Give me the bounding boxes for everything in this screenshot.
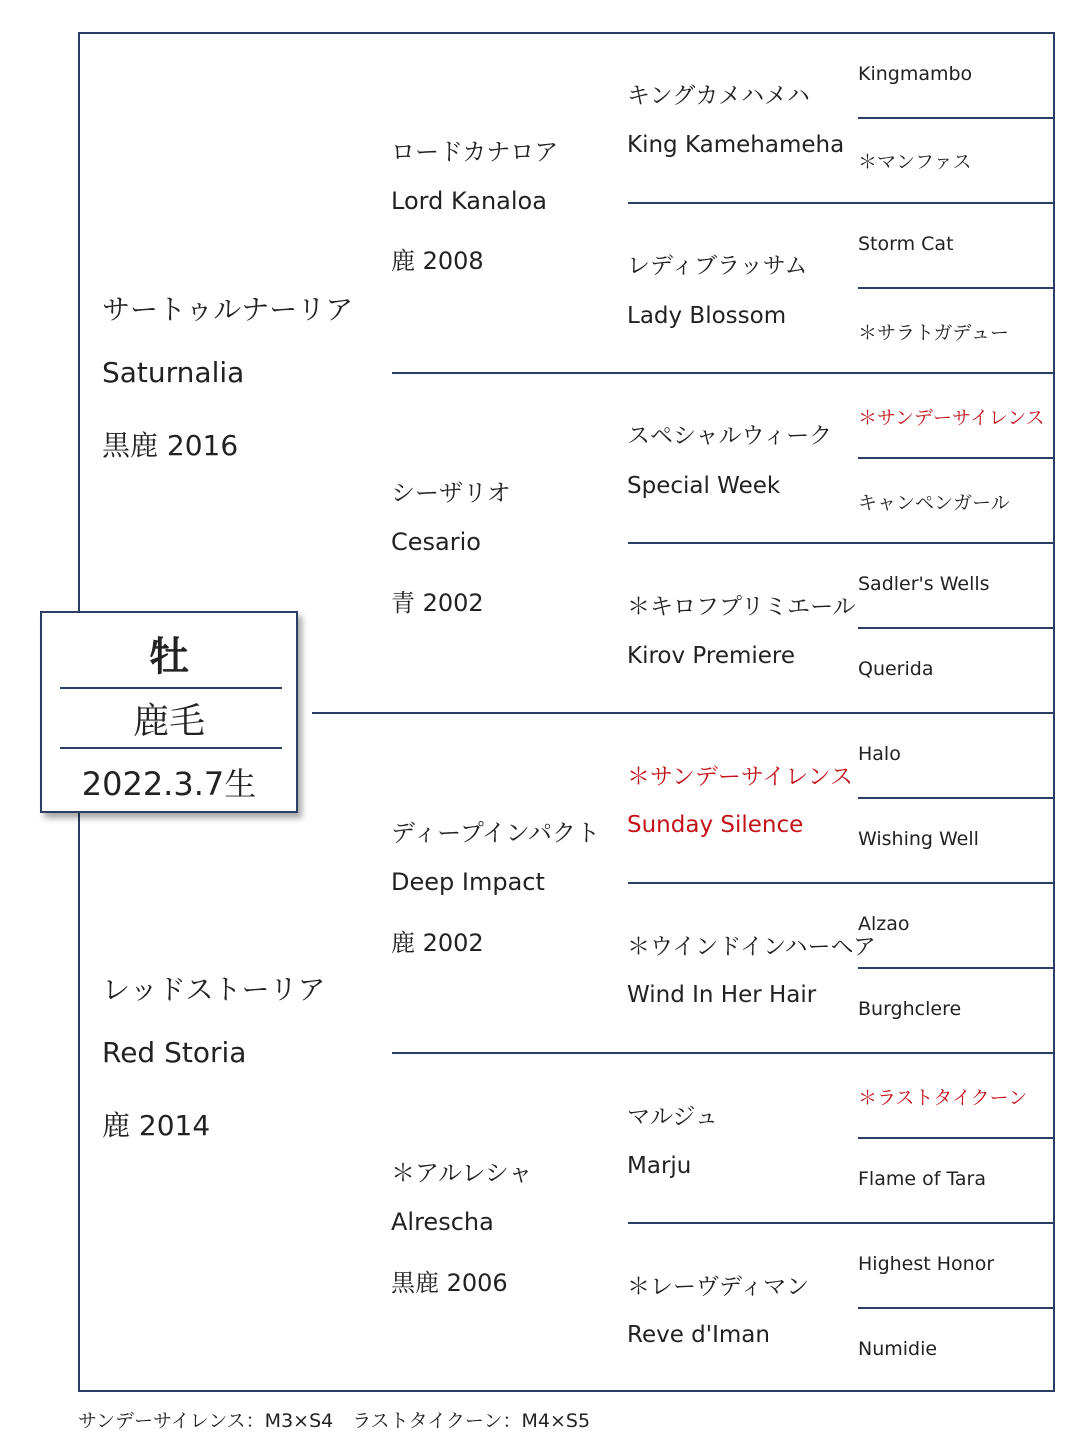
gen2-name-en: Alrescha	[391, 1208, 494, 1236]
gen4-name: Sadler's Wells	[858, 573, 990, 595]
gen3-name-en: Reve d'Iman	[627, 1322, 770, 1348]
gen4-name: Burghclere	[858, 998, 962, 1020]
horse-coat: 鹿毛	[132, 701, 205, 742]
divider-gen4	[858, 797, 1055, 799]
gen4-name: ＊サラトガデュー	[858, 322, 1009, 344]
gen3-name-jp: レディブラッサム	[627, 253, 808, 279]
gen3-name-jp: ＊キロフプリミエール	[627, 594, 856, 620]
divider-gen4	[858, 1307, 1055, 1309]
gen4-name: Kingmambo	[858, 63, 973, 85]
divider-gen4	[858, 457, 1055, 459]
gen3-name-en: Marju	[627, 1153, 692, 1179]
horse-info-badge	[40, 611, 298, 813]
gen4-name: Storm Cat	[858, 233, 954, 255]
divider-gen2	[392, 1052, 1055, 1054]
gen3-name-en: Sunday Silence	[627, 812, 804, 838]
sire-name-jp: サートゥルナーリア	[102, 293, 354, 326]
gen4-name: Numidie	[858, 1338, 938, 1360]
gen3-name-en: Kirov Premiere	[627, 643, 796, 669]
dam-name-en: Red Storia	[102, 1036, 247, 1069]
inbreeding-note: サンデーサイレンス：M3×S4 ラストタイクーン：M4×S5	[78, 1410, 591, 1432]
gen2-name-jp: ロードカナロア	[391, 138, 559, 166]
gen2-name-en: Cesario	[391, 528, 481, 556]
gen4-name: ＊サンデーサイレンス	[858, 407, 1045, 429]
gen3-name-jp: ＊レーヴディマン	[627, 1274, 810, 1300]
gen2-name-jp: ディープインパクト	[391, 819, 601, 847]
gen4-name: Querida	[858, 658, 934, 680]
divider-gen3	[628, 202, 1055, 204]
divider-gen4	[858, 627, 1055, 629]
gen4-name: Alzao	[858, 913, 910, 935]
gen3-name-en: Lady Blossom	[627, 303, 787, 329]
gen2-coat-year: 鹿 2002	[391, 929, 484, 957]
gen3-name-en: Wind In Her Hair	[627, 982, 817, 1008]
divider-gen4	[858, 967, 1055, 969]
gen2-name-en: Lord Kanaloa	[391, 187, 547, 215]
gen2-coat-year: 青 2002	[391, 589, 484, 617]
gen4-name: ＊ラストタイクーン	[858, 1087, 1028, 1109]
sire-coat-year: 黒鹿 2016	[102, 429, 239, 462]
gen3-name-en: King Kamehameha	[627, 132, 845, 158]
gen3-name-en: Special Week	[627, 473, 781, 499]
gen3-name-jp: マルジュ	[627, 1104, 718, 1130]
gen2-name-jp: ＊アルレシャ	[391, 1159, 533, 1187]
divider-gen4	[858, 117, 1055, 119]
dam-name-jp: レッドストーリア	[102, 973, 326, 1006]
divider-gen3	[628, 542, 1055, 544]
gen3-name-jp: ＊ウインドインハーヘア	[627, 934, 876, 960]
divider-gen4	[858, 287, 1055, 289]
gen4-name: Flame of Tara	[858, 1168, 986, 1190]
horse-sex: 牡	[149, 634, 189, 680]
horse-birth-date: 2022.3.7生	[81, 765, 257, 803]
gen4-name: Highest Honor	[858, 1253, 995, 1275]
gen3-name-jp: ＊サンデーサイレンス	[627, 764, 853, 790]
divider-gen4	[858, 1137, 1055, 1139]
gen2-coat-year: 黒鹿 2006	[391, 1269, 508, 1297]
gen2-coat-year: 鹿 2008	[391, 247, 484, 275]
gen4-name: キャンペンガール	[858, 492, 1010, 514]
sire-name-en: Saturnalia	[102, 356, 245, 389]
gen4-name: Halo	[858, 743, 901, 765]
dam-coat-year: 鹿 2014	[102, 1109, 211, 1142]
gen4-name: ＊マンファス	[858, 151, 972, 173]
divider-gen2	[392, 372, 1055, 374]
gen2-name-jp: シーザリオ	[391, 479, 511, 507]
gen3-name-jp: スペシャルウィーク	[627, 423, 833, 449]
badge-divider	[60, 687, 282, 689]
divider-gen3	[628, 882, 1055, 884]
gen4-name: Wishing Well	[858, 828, 979, 850]
divider-gen3	[628, 1222, 1055, 1224]
divider-sire-dam	[312, 712, 1055, 714]
gen2-name-en: Deep Impact	[391, 868, 545, 896]
badge-divider	[60, 747, 282, 749]
gen3-name-jp: キングカメハメハ	[627, 83, 810, 109]
